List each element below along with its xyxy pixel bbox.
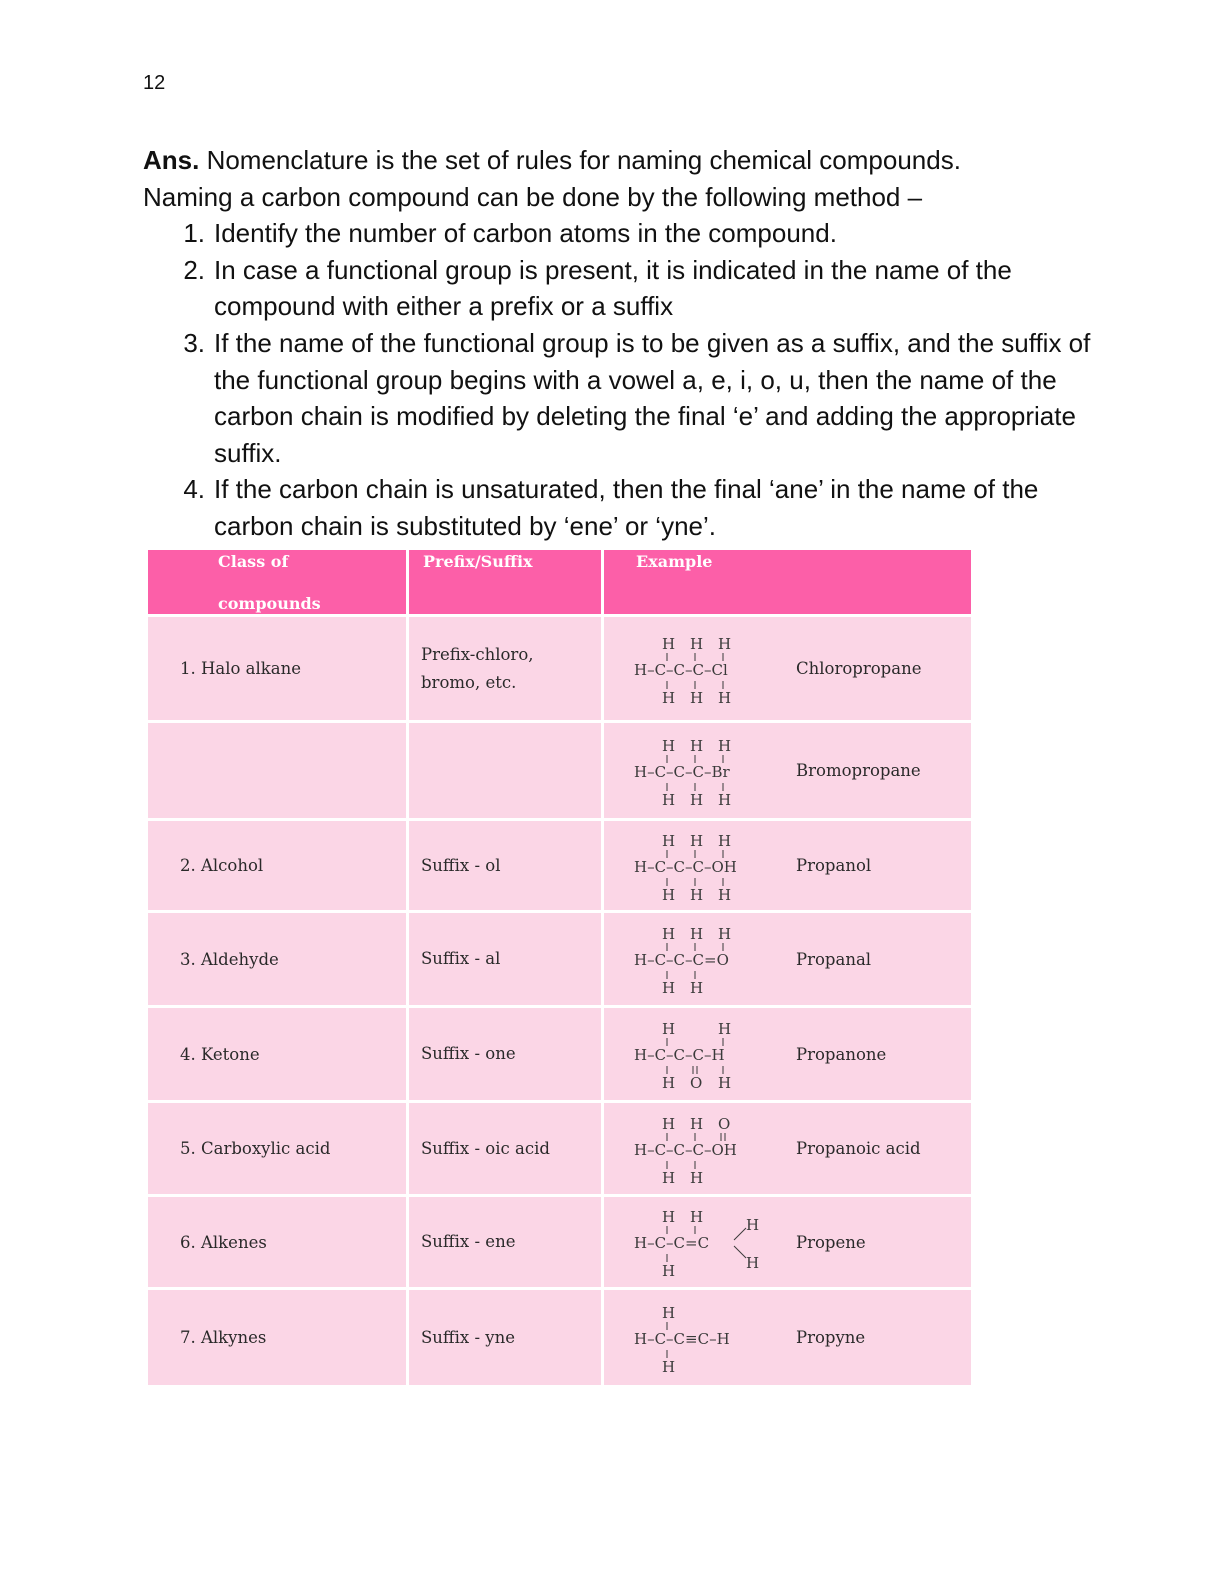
- svg-text:H: H: [746, 1254, 760, 1272]
- svg-text:H: H: [718, 688, 732, 707]
- structural-formula-propanone: [604, 1014, 792, 1094]
- naming-steps-list: [143, 215, 1103, 544]
- svg-text:H–C–C–C–H: H–C–C–C–H: [634, 1046, 725, 1064]
- list-item: 3. If the name of the functional group is to be given as a suffix, and the suffix of the functional group begins with a vowel a, e, i, o, u, then the name of the carbon chain is modified by deleting the final ‘e’ and adding the appropriate suffix.: [183, 327, 1091, 468]
- table-row: [147, 1196, 973, 1289]
- svg-text:H: H: [662, 1357, 676, 1376]
- table-row: [147, 616, 973, 722]
- svg-text:H–C–C=C: H–C–C=C: [634, 1234, 710, 1252]
- list-item: 1. Identify the number of carbon atoms in the compound.: [183, 218, 837, 249]
- svg-text:H–C–C–C–Br: H–C–C–C–Br: [634, 762, 730, 781]
- structural-formula-propanol: [604, 826, 792, 906]
- example-name: Propanoic acid: [796, 1139, 921, 1158]
- svg-text:H–C–C–C–OH: H–C–C–C–OH: [634, 857, 737, 876]
- table-row: [147, 722, 973, 820]
- svg-text:H: H: [662, 1020, 676, 1038]
- answer-intro: Ans. Nomenclature is the set of rules for naming chemical compounds.: [143, 145, 961, 175]
- svg-text:H: H: [718, 736, 732, 755]
- table-row: [147, 1289, 973, 1387]
- svg-text:H: H: [662, 1303, 676, 1322]
- svg-text:H: H: [718, 831, 732, 850]
- svg-text:H: H: [690, 790, 704, 809]
- svg-text:H: H: [718, 925, 732, 943]
- svg-text:H: H: [718, 885, 732, 904]
- header-example: Example: [603, 549, 973, 616]
- svg-text:H: H: [662, 885, 676, 904]
- svg-text:H: H: [662, 634, 676, 653]
- svg-text:H: H: [662, 1262, 676, 1280]
- svg-text:H: H: [718, 1020, 732, 1038]
- class-cell: 1. Halo alkane: [147, 616, 408, 722]
- page-number: 12: [143, 72, 166, 94]
- svg-text:H: H: [690, 885, 704, 904]
- svg-text:H–C–C–C=O: H–C–C–C=O: [634, 951, 729, 969]
- svg-text:H: H: [690, 1168, 704, 1187]
- affix-cell: Suffix - ene: [408, 1196, 603, 1289]
- affix-cell: [408, 722, 603, 820]
- table-header-row: [147, 549, 973, 616]
- svg-text:H: H: [662, 831, 676, 850]
- structural-formula-chloropropane: [604, 629, 792, 709]
- example-name: Propanol: [796, 856, 872, 875]
- class-cell: 5. Carboxylic acid: [147, 1102, 408, 1196]
- affix-cell: Suffix - one: [408, 1007, 603, 1102]
- example-name: Propanal: [796, 949, 872, 969]
- structural-formula-propene: [604, 1202, 792, 1282]
- structural-formula-propyne: [604, 1298, 792, 1378]
- table-row: [147, 1102, 973, 1196]
- svg-text:H–C–C–C–OH: H–C–C–C–OH: [634, 1140, 737, 1159]
- svg-text:H: H: [662, 1114, 676, 1133]
- svg-text:H: H: [690, 634, 704, 653]
- svg-text:H: H: [718, 790, 732, 809]
- svg-text:O: O: [690, 1074, 703, 1092]
- class-cell: 3. Aldehyde: [147, 912, 408, 1007]
- example-name: Propanone: [796, 1044, 887, 1064]
- nomenclature-table: [145, 547, 974, 1388]
- structural-formula-propanal: [604, 919, 792, 999]
- header-prefix-suffix: Prefix/Suffix: [408, 549, 603, 616]
- svg-text:H: H: [690, 979, 704, 997]
- class-cell: 2. Alcohol: [147, 820, 408, 912]
- answer-lead: Ans.: [143, 145, 200, 175]
- affix-cell: Suffix - yne: [408, 1289, 603, 1387]
- svg-text:H: H: [662, 1074, 676, 1092]
- class-cell: 4. Ketone: [147, 1007, 408, 1102]
- affix-cell: Suffix - oic acid: [408, 1102, 603, 1196]
- example-name: Bromopropane: [796, 761, 921, 780]
- svg-text:H: H: [662, 1168, 676, 1187]
- svg-text:H: H: [746, 1216, 760, 1234]
- svg-text:H: H: [662, 979, 676, 997]
- affix-cell: Prefix-chloro, bromo, etc.: [408, 616, 603, 722]
- list-item: 4. If the carbon chain is unsaturated, then the final ‘ane’ in the name of the carbon chain is substituted by ‘ene’ or ‘yne’.: [183, 474, 1039, 541]
- svg-text:H: H: [690, 925, 704, 943]
- svg-text:H: H: [662, 925, 676, 943]
- table-row: [147, 820, 973, 912]
- class-cell: [147, 722, 408, 820]
- class-cell: 6. Alkenes: [147, 1196, 408, 1289]
- svg-text:H: H: [690, 1208, 704, 1226]
- structural-formula-propanoic-acid: [604, 1109, 792, 1189]
- affix-cell: Suffix - al: [408, 912, 603, 1007]
- svg-text:H: H: [718, 634, 732, 653]
- svg-text:H: H: [690, 736, 704, 755]
- example-name: Propyne: [796, 1328, 866, 1347]
- svg-text:H: H: [690, 688, 704, 707]
- class-cell: 7. Alkynes: [147, 1289, 408, 1387]
- answer-block: [143, 142, 1103, 545]
- header-class: Class of compounds: [147, 549, 408, 616]
- svg-text:O: O: [718, 1114, 731, 1133]
- example-name: Propene: [796, 1232, 866, 1252]
- affix-cell: Suffix - ol: [408, 820, 603, 912]
- svg-text:H: H: [690, 1114, 704, 1133]
- structural-formula-bromopropane: [604, 731, 792, 811]
- svg-text:H: H: [690, 831, 704, 850]
- svg-text:H: H: [662, 736, 676, 755]
- svg-text:H: H: [662, 1208, 676, 1226]
- answer-intro-2: Naming a carbon compound can be done by the following method –: [143, 181, 923, 212]
- table-row: [147, 1007, 973, 1102]
- svg-text:H: H: [662, 688, 676, 707]
- svg-text:H–C–C–C–Cl: H–C–C–C–Cl: [634, 660, 728, 679]
- table-row: [147, 912, 973, 1007]
- svg-text:H: H: [662, 790, 676, 809]
- list-item: 2. In case a functional group is present, it is indicated in the name of the compound with either a prefix or a suffix: [183, 254, 1012, 322]
- svg-text:H–C–C≡C–H: H–C–C≡C–H: [634, 1329, 730, 1348]
- svg-text:H: H: [718, 1074, 732, 1092]
- example-name: Chloropropane: [796, 659, 922, 678]
